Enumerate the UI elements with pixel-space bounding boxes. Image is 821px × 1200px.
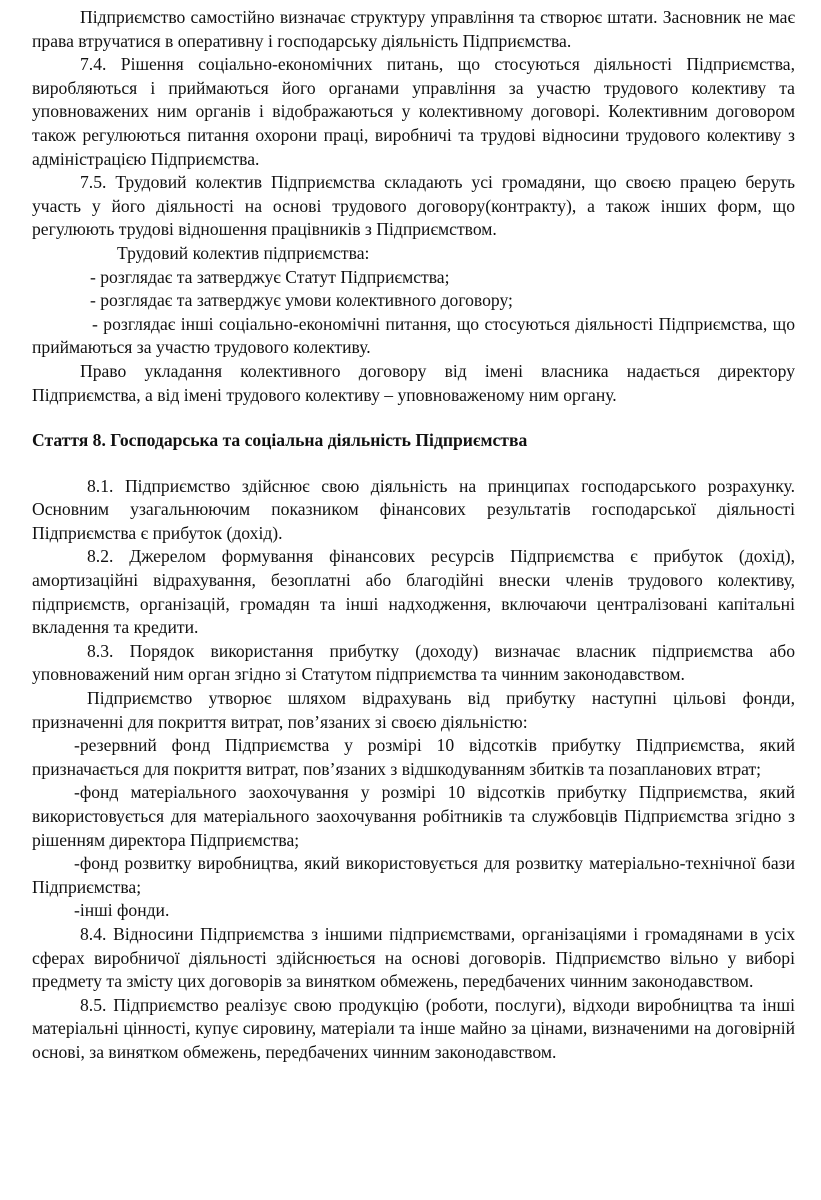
paragraph-7-5: 7.5. Трудовий колектив Підприємства складають усі громадяни, що своєю працею беруть участь у його діяльності на основі трудового договору(контракту), а також інших форм, що регулюють трудові відношення працівників з Підприємством. bbox=[32, 172, 795, 240]
paragraph-8-2: 8.2. Джерелом формування фінансових ресурсів Підприємства є прибуток (дохід), амортизаційні відрахування, безоплатні або благодійні внески членів трудового колективу, підприємств, організацій, громадян та інші надходження, включаючи централізовані капітальні вкладення та кредити. bbox=[32, 546, 795, 638]
list-item-agreement: - розглядає та затверджує умови колективного договору; bbox=[90, 290, 513, 311]
fund-item-reserve: -резервний фонд Підприємства у розмірі 10 відсотків прибутку Підприємства, який призначається для покриття витрат, пов’язаних з відшкодуванням збитків та позапланових втрат; bbox=[32, 735, 795, 779]
fund-item-other: -інші фонди. bbox=[74, 900, 170, 921]
paragraph-8-3: 8.3. Порядок використання прибутку (доходу) визначає власник підприємства або уповноважений ним орган згідно зі Статутом підприємства та чинним законодавством. bbox=[32, 640, 795, 685]
article-8-heading: Стаття 8. Господарська та соціальна діяльність Підприємства bbox=[32, 430, 528, 451]
paragraph-8-5: 8.5. Підприємство реалізує свою продукцію (роботи, послуги), відходи виробництва та інші матеріальні цінності, купує сировину, матеріали та інше майно за цінами, визначеними на договірній основі, за винятком обмежень, передбачених чинним законодавством. bbox=[32, 994, 795, 1062]
paragraph-funds-intro: Підприємство утворює шляхом відрахувань від прибутку наступні цільові фонди, призначенні для покриття витрат, пов’язаних зі своєю діяльністю: bbox=[32, 688, 795, 732]
list-item-other-issues: - розглядає інші соціально-економічні питання, що стосуються діяльності Підприємства, що приймаються за участю трудового колективу. bbox=[32, 313, 795, 358]
paragraph-collective-intro: Трудовий колектив підприємства: bbox=[117, 242, 370, 263]
fund-item-incentive: -фонд матеріального заохочування у розмірі 10 відсотків прибутку Підприємства, який використовується для матеріального заохочування робітників та службовців Підприємства згідно з рішенням директора Підприємства; bbox=[32, 782, 795, 850]
paragraph-7-4: 7.4. Рішення соціально-економічних питань, що стосуються діяльності Підприємства, виробляються і приймаються його органами управління за участю трудового колективу та уповноважених ним органів і відображаються у колективному договорі. Колективним договором також регулюються питання охорони праці, виробничі та трудові відносини трудового колективу з адміністрацією Підприємства. bbox=[32, 54, 795, 169]
paragraph-8-4: 8.4. Відносини Підприємства з іншими підприємствами, організаціями і громадянами в усіх сферах виробничої діяльності здійснюється на основі договорів. Підприємство вільно у виборі предмету та змісту цих договорів за винятком обмежень, передбачених чинним законодавством. bbox=[32, 923, 795, 992]
fund-item-development: -фонд розвитку виробництва, який використовується для розвитку матеріально-технічної бази Підприємства; bbox=[32, 853, 795, 897]
paragraph-8-1: 8.1. Підприємство здійснює свою діяльність на принципах господарського розрахунку. Основним узагальнюючим показником фінансових результатів господарської діяльності Підприємства є прибуток (дохід). bbox=[32, 475, 795, 543]
paragraph-agreement-right: Право укладання колективного договору від імені власника надається директору Підприємства, а від імені трудового колективу – уповноваженому ним органу. bbox=[32, 360, 795, 405]
list-item-charter: - розглядає та затверджує Статут Підприємства; bbox=[90, 266, 450, 287]
paragraph-management: Підприємство самостійно визначає структуру управління та створює штати. Засновник не має права втручатися в оперативну і господарську діяльність Підприємства. bbox=[32, 7, 795, 51]
